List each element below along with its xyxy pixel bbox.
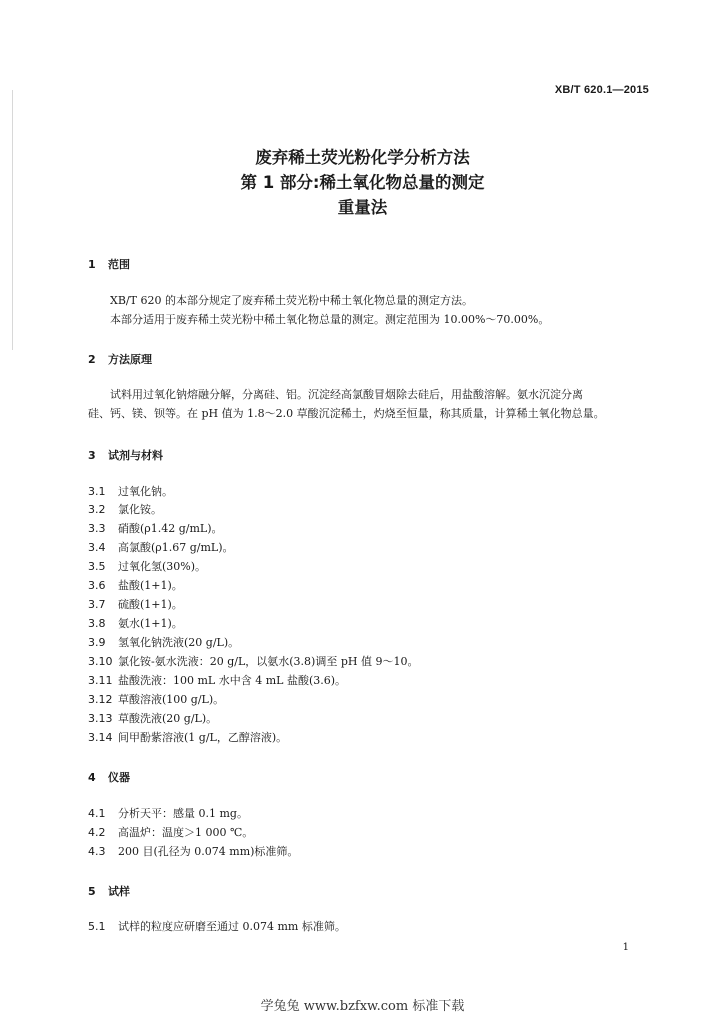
item-number: 3.14 bbox=[88, 731, 113, 744]
scope-paragraph bbox=[88, 291, 648, 329]
item-text: 氢氧化钠洗液(20 g/L)。 bbox=[118, 636, 240, 649]
item-text: 草酸洗液(20 g/L)。 bbox=[118, 712, 218, 725]
item-number: 3.10 bbox=[88, 655, 113, 668]
instrument-item bbox=[88, 826, 253, 840]
reagent-item bbox=[88, 712, 217, 726]
scan-edge-line bbox=[12, 90, 13, 350]
item-number: 3.12 bbox=[88, 693, 113, 706]
reagent-item bbox=[88, 617, 183, 631]
reagent-item bbox=[88, 731, 287, 745]
item-number: 3.4 bbox=[88, 541, 106, 554]
footer-watermark: 学兔兔 www.bzfxw.com 标准下载 bbox=[260, 999, 465, 1014]
item-text: 硫酸(1+1)。 bbox=[118, 598, 183, 611]
item-number: 3.2 bbox=[88, 503, 106, 516]
reagent-item bbox=[88, 693, 224, 707]
item-number: 3.13 bbox=[88, 712, 113, 725]
section-heading-instruments bbox=[88, 769, 130, 785]
item-text: 间甲酚紫溶液(1 g/L，乙醇溶液)。 bbox=[118, 731, 288, 744]
section-number: 5 bbox=[88, 885, 96, 898]
item-text: 草酸溶液(100 g/L)。 bbox=[118, 693, 225, 706]
item-number: 3.1 bbox=[88, 485, 106, 498]
reagent-item bbox=[88, 674, 346, 688]
item-number: 3.7 bbox=[88, 598, 106, 611]
item-text: 硝酸(ρ1.42 g/mL)。 bbox=[118, 522, 223, 535]
document-title-block bbox=[0, 145, 725, 220]
page-number: 1 bbox=[622, 942, 629, 953]
item-text: 分析天平：感量 0.1 mg。 bbox=[118, 807, 248, 820]
principle-paragraph bbox=[88, 385, 648, 423]
reagent-item bbox=[88, 485, 173, 499]
section-number: 3 bbox=[88, 449, 96, 462]
item-text: 试样的粒度应研磨至通过 0.074 mm 标准筛。 bbox=[118, 920, 346, 933]
principle-line-1: 试料用过氧化钠熔融分解，分离硅、铝。沉淀经高氯酸冒烟除去硅后，用盐酸溶解。氨水沉淀分离 bbox=[110, 388, 583, 401]
item-text: 氯化铵-氨水洗液：20 g/L，以氨水(3.8)调至 pH 值 9～10。 bbox=[118, 655, 419, 668]
section-number: 1 bbox=[88, 258, 96, 271]
section-title: 试剂与材料 bbox=[108, 449, 163, 462]
item-text: 盐酸(1+1)。 bbox=[118, 579, 183, 592]
section-title: 仪器 bbox=[108, 771, 130, 784]
item-number: 3.5 bbox=[88, 560, 106, 573]
item-text: 盐酸洗液：100 mL 水中含 4 mL 盐酸(3.6)。 bbox=[118, 674, 347, 687]
reagent-item bbox=[88, 655, 418, 669]
reagent-item bbox=[88, 636, 239, 650]
section-number: 2 bbox=[88, 353, 96, 366]
instrument-item bbox=[88, 807, 248, 821]
item-text: 200 目(孔径为 0.074 mm)标准筛。 bbox=[118, 845, 299, 858]
item-text: 过氧化钠。 bbox=[118, 485, 173, 498]
item-text: 过氧化氢(30%)。 bbox=[118, 560, 207, 573]
scope-line-1: XB/T 620 的本部分规定了废弃稀土荧光粉中稀土氧化物总量的测定方法。 bbox=[110, 294, 473, 307]
reagent-item bbox=[88, 522, 223, 536]
item-number: 3.3 bbox=[88, 522, 106, 535]
item-number: 3.9 bbox=[88, 636, 106, 649]
item-text: 氯化铵。 bbox=[118, 503, 162, 516]
reagent-item bbox=[88, 541, 234, 555]
section-title: 范围 bbox=[108, 258, 130, 271]
instrument-item bbox=[88, 845, 298, 859]
item-number: 5.1 bbox=[88, 920, 106, 933]
item-text: 高氯酸(ρ1.67 g/mL)。 bbox=[118, 541, 234, 554]
reagent-item bbox=[88, 503, 162, 517]
reagent-item bbox=[88, 560, 206, 574]
section-heading-principle bbox=[88, 351, 152, 367]
title-line-2: 第 1 部分:稀土氧化物总量的测定 bbox=[240, 173, 485, 192]
section-title: 方法原理 bbox=[108, 353, 152, 366]
standard-code: XB/T 620.1—2015 bbox=[554, 84, 649, 96]
item-text: 高温炉：温度＞1 000 ℃。 bbox=[118, 826, 254, 839]
item-number: 3.8 bbox=[88, 617, 106, 630]
reagent-item bbox=[88, 579, 183, 593]
section-title: 试样 bbox=[108, 885, 130, 898]
item-text: 氨水(1+1)。 bbox=[118, 617, 183, 630]
item-number: 4.3 bbox=[88, 845, 106, 858]
principle-line-2: 硅、钙、镁、钡等。在 pH 值为 1.8～2.0 草酸沉淀稀土，灼烧至恒量，称其质量，计算稀土氧化物总量。 bbox=[88, 407, 605, 420]
scope-line-2: 本部分适用于废弃稀土荧光粉中稀土氧化物总量的测定。测定范围为 10.00%～70.00%。 bbox=[110, 313, 550, 326]
title-line-3: 重量法 bbox=[337, 198, 388, 217]
section-heading-reagents bbox=[88, 447, 163, 463]
reagent-item bbox=[88, 598, 183, 612]
item-number: 3.6 bbox=[88, 579, 106, 592]
section-heading-scope bbox=[88, 256, 130, 272]
title-line-1: 废弃稀土荧光粉化学分析方法 bbox=[255, 148, 470, 167]
sample-item bbox=[88, 920, 346, 934]
item-number: 3.11 bbox=[88, 674, 113, 687]
item-number: 4.1 bbox=[88, 807, 106, 820]
item-number: 4.2 bbox=[88, 826, 106, 839]
section-heading-sample bbox=[88, 883, 130, 899]
section-number: 4 bbox=[88, 771, 96, 784]
